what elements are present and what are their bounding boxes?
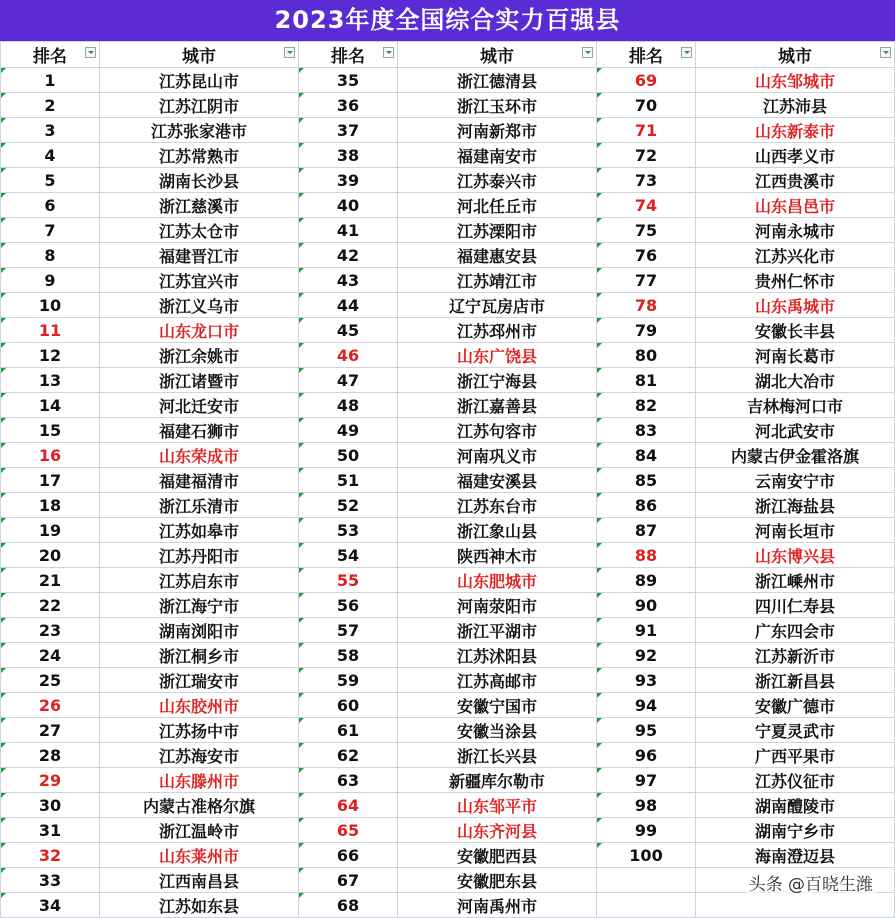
rank-cell[interactable]: 47 [299,368,398,393]
city-cell[interactable]: 云南安宁市 [696,468,895,493]
rank-cell[interactable]: 84 [597,443,696,468]
city-header [696,42,895,68]
city-cell[interactable]: 浙江慈溪市 [100,193,299,218]
rank-cell[interactable]: 14 [1,393,100,418]
rank-cell[interactable]: 20 [1,543,100,568]
city-cell[interactable]: 福建晋江市 [100,243,299,268]
rank-header-label: 排名 [33,47,67,67]
rank-cell[interactable]: 73 [597,168,696,193]
rank-cell[interactable]: 65 [299,818,398,843]
rank-cell[interactable]: 55 [299,568,398,593]
city-cell[interactable]: 新疆库尔勒市 [398,768,597,793]
city-cell[interactable]: 浙江新昌县 [696,668,895,693]
table-row [1,143,895,168]
rank-cell[interactable]: 30 [1,793,100,818]
city-cell[interactable]: 辽宁瓦房店市 [398,293,597,318]
city-cell[interactable]: 浙江桐乡市 [100,643,299,668]
rank-cell[interactable]: 87 [597,518,696,543]
city-cell[interactable]: 河南巩义市 [398,443,597,468]
city-cell[interactable]: 河南永城市 [696,218,895,243]
city-cell[interactable]: 河北任丘市 [398,193,597,218]
filter-dropdown-icon[interactable] [880,47,891,58]
rank-cell[interactable]: 41 [299,218,398,243]
city-cell[interactable]: 江苏昆山市 [100,68,299,93]
rank-cell[interactable]: 96 [597,743,696,768]
rank-cell[interactable]: 72 [597,143,696,168]
rank-cell[interactable]: 15 [1,418,100,443]
rank-cell[interactable]: 46 [299,343,398,368]
rank-cell[interactable]: 54 [299,543,398,568]
city-cell[interactable]: 江苏沭阳县 [398,643,597,668]
filter-dropdown-icon[interactable] [284,47,295,58]
rank-cell[interactable]: 64 [299,793,398,818]
city-cell[interactable]: 河南禹州市 [398,893,597,918]
rank-cell[interactable]: 85 [597,468,696,493]
rank-cell[interactable]: 29 [1,768,100,793]
rank-cell[interactable]: 10 [1,293,100,318]
rank-cell[interactable]: 70 [597,93,696,118]
rank-cell[interactable]: 48 [299,393,398,418]
city-cell[interactable]: 江苏新沂市 [696,643,895,668]
table-row [1,643,895,668]
rank-cell[interactable]: 31 [1,818,100,843]
city-cell[interactable]: 江苏句容市 [398,418,597,443]
city-cell[interactable]: 河南长葛市 [696,343,895,368]
filter-dropdown-icon[interactable] [85,47,96,58]
city-cell[interactable]: 江苏高邮市 [398,668,597,693]
city-cell[interactable]: 浙江瑞安市 [100,668,299,693]
rank-cell[interactable]: 34 [1,893,100,918]
rank-cell[interactable]: 17 [1,468,100,493]
city-cell[interactable]: 广东四会市 [696,618,895,643]
city-cell[interactable]: 海南澄迈县 [696,843,895,868]
city-cell[interactable]: 江苏沛县 [696,93,895,118]
rank-cell[interactable]: 76 [597,243,696,268]
city-cell[interactable]: 江苏宜兴市 [100,268,299,293]
city-cell[interactable]: 浙江温岭市 [100,818,299,843]
table-row [1,668,895,693]
city-cell[interactable]: 浙江嵊州市 [696,568,895,593]
city-cell[interactable]: 山东邹平市 [398,793,597,818]
city-cell[interactable]: 江苏张家港市 [100,118,299,143]
city-cell[interactable]: 浙江嘉善县 [398,393,597,418]
city-cell[interactable]: 浙江乐清市 [100,493,299,518]
city-cell[interactable]: 浙江德清县 [398,68,597,93]
rank-cell[interactable]: 81 [597,368,696,393]
rank-cell[interactable]: 78 [597,293,696,318]
rank-cell[interactable]: 88 [597,543,696,568]
city-cell[interactable]: 湖北大冶市 [696,368,895,393]
city-cell[interactable]: 江苏如东县 [100,893,299,918]
city-cell[interactable]: 江苏江阴市 [100,93,299,118]
table-row [1,343,895,368]
city-cell[interactable]: 山东新泰市 [696,118,895,143]
rank-cell[interactable]: 69 [597,68,696,93]
city-cell[interactable]: 浙江玉环市 [398,93,597,118]
rank-cell[interactable]: 45 [299,318,398,343]
city-cell[interactable]: 山东广饶县 [398,343,597,368]
rank-cell[interactable]: 99 [597,818,696,843]
rank-cell[interactable]: 32 [1,843,100,868]
rank-cell[interactable]: 33 [1,868,100,893]
city-cell[interactable]: 江苏兴化市 [696,243,895,268]
city-cell[interactable]: 江苏靖江市 [398,268,597,293]
rank-cell[interactable]: 21 [1,568,100,593]
city-cell[interactable]: 河北武安市 [696,418,895,443]
city-cell[interactable]: 福建南安市 [398,143,597,168]
rank-cell[interactable]: 6 [1,193,100,218]
city-header [100,42,299,68]
rank-cell[interactable]: 58 [299,643,398,668]
table-row [1,718,895,743]
city-cell[interactable]: 陕西神木市 [398,543,597,568]
rank-cell[interactable]: 61 [299,718,398,743]
city-cell[interactable]: 浙江宁海县 [398,368,597,393]
city-cell[interactable]: 浙江平湖市 [398,618,597,643]
rank-cell[interactable] [597,893,696,918]
city-cell[interactable]: 宁夏灵武市 [696,718,895,743]
rank-cell[interactable]: 62 [299,743,398,768]
rank-cell[interactable]: 97 [597,768,696,793]
city-cell[interactable]: 福建惠安县 [398,243,597,268]
city-cell[interactable]: 山东邹城市 [696,68,895,93]
city-cell[interactable]: 安徽当涂县 [398,718,597,743]
table-row [1,168,895,193]
table-row [1,443,895,468]
table-row [1,518,895,543]
city-header-label: 城市 [778,47,812,67]
city-cell[interactable]: 江西贵溪市 [696,168,895,193]
rank-cell[interactable]: 24 [1,643,100,668]
table-row [1,768,895,793]
city-cell[interactable]: 山东龙口市 [100,318,299,343]
rank-cell[interactable]: 50 [299,443,398,468]
rank-header-label: 排名 [629,47,663,67]
city-cell[interactable]: 安徽广德市 [696,693,895,718]
rank-header [1,42,100,68]
city-cell[interactable]: 浙江义乌市 [100,293,299,318]
rank-cell[interactable]: 75 [597,218,696,243]
table-row [1,393,895,418]
city-cell[interactable]: 浙江诸暨市 [100,368,299,393]
table-row [1,68,895,93]
city-cell[interactable]: 内蒙古准格尔旗 [100,793,299,818]
rank-cell[interactable]: 80 [597,343,696,368]
rank-cell[interactable]: 42 [299,243,398,268]
city-header-label: 城市 [182,47,216,67]
rank-cell[interactable]: 56 [299,593,398,618]
city-cell[interactable]: 安徽肥西县 [398,843,597,868]
city-cell[interactable]: 湖南醴陵市 [696,793,895,818]
city-cell[interactable]: 湖南长沙县 [100,168,299,193]
city-header [398,42,597,68]
rank-cell[interactable]: 77 [597,268,696,293]
city-cell[interactable]: 福建福清市 [100,468,299,493]
rank-cell[interactable]: 35 [299,68,398,93]
table-row [1,493,895,518]
city-cell[interactable]: 山东肥城市 [398,568,597,593]
table-row [1,93,895,118]
city-cell[interactable]: 山东齐河县 [398,818,597,843]
city-cell[interactable]: 福建石狮市 [100,418,299,443]
city-cell[interactable]: 山东昌邑市 [696,193,895,218]
rank-cell[interactable]: 44 [299,293,398,318]
rank-cell[interactable]: 71 [597,118,696,143]
rank-cell[interactable]: 3 [1,118,100,143]
table-row [1,218,895,243]
city-cell[interactable]: 浙江海盐县 [696,493,895,518]
city-cell[interactable]: 江苏溧阳市 [398,218,597,243]
rank-cell[interactable]: 89 [597,568,696,593]
rank-cell[interactable]: 98 [597,793,696,818]
table-row [1,743,895,768]
table-row [1,618,895,643]
city-cell[interactable]: 山东禹城市 [696,293,895,318]
rank-cell[interactable]: 79 [597,318,696,343]
rank-cell[interactable]: 4 [1,143,100,168]
rank-cell[interactable]: 8 [1,243,100,268]
rank-cell[interactable]: 63 [299,768,398,793]
city-cell[interactable]: 江苏太仓市 [100,218,299,243]
rank-cell[interactable]: 51 [299,468,398,493]
city-cell[interactable]: 江苏丹阳市 [100,543,299,568]
rank-cell[interactable]: 86 [597,493,696,518]
rank-cell[interactable]: 60 [299,693,398,718]
rank-cell[interactable]: 25 [1,668,100,693]
city-cell[interactable]: 浙江长兴县 [398,743,597,768]
rank-cell[interactable]: 59 [299,668,398,693]
rank-cell[interactable]: 26 [1,693,100,718]
rank-cell[interactable]: 100 [597,843,696,868]
table-row [1,418,895,443]
table-row [1,118,895,143]
city-cell[interactable]: 湖南宁乡市 [696,818,895,843]
city-cell[interactable]: 江苏如皋市 [100,518,299,543]
table-row [1,268,895,293]
rank-cell[interactable]: 28 [1,743,100,768]
page-title: 2023年度全国综合实力百强县 [0,0,895,41]
city-cell[interactable]: 山东荣成市 [100,443,299,468]
rank-cell[interactable]: 49 [299,418,398,443]
rank-cell[interactable]: 16 [1,443,100,468]
city-cell[interactable]: 江苏海安市 [100,743,299,768]
rank-cell[interactable]: 67 [299,868,398,893]
city-cell[interactable]: 山东博兴县 [696,543,895,568]
rank-cell[interactable]: 43 [299,268,398,293]
table-row [1,293,895,318]
rank-cell[interactable]: 68 [299,893,398,918]
table-row [1,543,895,568]
city-cell[interactable]: 浙江象山县 [398,518,597,543]
table-row [1,693,895,718]
city-cell[interactable]: 江西南昌县 [100,868,299,893]
rank-cell[interactable]: 2 [1,93,100,118]
city-cell[interactable]: 江苏东台市 [398,493,597,518]
rank-cell[interactable]: 52 [299,493,398,518]
rank-cell[interactable]: 9 [1,268,100,293]
city-cell[interactable]: 河南荥阳市 [398,593,597,618]
table-row [1,368,895,393]
table-row [1,318,895,343]
city-cell[interactable]: 江苏仪征市 [696,768,895,793]
city-cell[interactable]: 山东莱州市 [100,843,299,868]
city-cell[interactable]: 四川仁寿县 [696,593,895,618]
rank-cell[interactable] [597,868,696,893]
rank-cell[interactable]: 82 [597,393,696,418]
rank-cell[interactable]: 37 [299,118,398,143]
city-cell[interactable]: 吉林梅河口市 [696,393,895,418]
city-cell[interactable]: 河南新郑市 [398,118,597,143]
city-cell[interactable]: 江苏泰兴市 [398,168,597,193]
rank-cell[interactable]: 12 [1,343,100,368]
city-cell[interactable]: 江苏常熟市 [100,143,299,168]
table-row [1,793,895,818]
rank-cell[interactable]: 39 [299,168,398,193]
city-cell[interactable]: 河北迁安市 [100,393,299,418]
city-cell[interactable]: 山西孝义市 [696,143,895,168]
city-cell[interactable]: 安徽宁国市 [398,693,597,718]
city-cell[interactable]: 广西平果市 [696,743,895,768]
rank-cell[interactable]: 18 [1,493,100,518]
rank-cell[interactable]: 91 [597,618,696,643]
rank-cell[interactable]: 27 [1,718,100,743]
city-cell[interactable]: 河南长垣市 [696,518,895,543]
rank-cell[interactable]: 53 [299,518,398,543]
table-row [1,193,895,218]
table-row [1,468,895,493]
rank-cell[interactable]: 94 [597,693,696,718]
city-cell[interactable]: 浙江余姚市 [100,343,299,368]
rank-cell[interactable]: 23 [1,618,100,643]
table-row [1,818,895,843]
city-cell[interactable]: 山东胶州市 [100,693,299,718]
table-row [1,843,895,868]
rank-cell[interactable]: 66 [299,843,398,868]
rank-header [597,42,696,68]
table-row [1,243,895,268]
rank-cell[interactable]: 19 [1,518,100,543]
city-header-label: 城市 [480,47,514,67]
filter-dropdown-icon[interactable] [681,47,692,58]
rank-cell[interactable]: 11 [1,318,100,343]
filter-dropdown-icon[interactable] [383,47,394,58]
rank-cell[interactable]: 1 [1,68,100,93]
city-cell[interactable]: 浙江海宁市 [100,593,299,618]
rank-cell[interactable]: 93 [597,668,696,693]
rank-cell[interactable]: 83 [597,418,696,443]
city-cell[interactable]: 安徽肥东县 [398,868,597,893]
city-cell[interactable]: 山东滕州市 [100,768,299,793]
rank-cell[interactable]: 90 [597,593,696,618]
city-cell[interactable]: 安徽长丰县 [696,318,895,343]
rank-header-label: 排名 [331,47,365,67]
city-cell[interactable]: 江苏启东市 [100,568,299,593]
rank-cell[interactable]: 5 [1,168,100,193]
watermark-text: 头条 @百晓生潍 [745,868,877,897]
rank-cell[interactable]: 40 [299,193,398,218]
city-cell[interactable]: 江苏邳州市 [398,318,597,343]
rank-cell[interactable]: 38 [299,143,398,168]
city-cell[interactable]: 湖南浏阳市 [100,618,299,643]
rank-cell[interactable]: 22 [1,593,100,618]
city-cell[interactable]: 贵州仁怀市 [696,268,895,293]
table-row [1,593,895,618]
city-cell[interactable]: 内蒙古伊金霍洛旗 [696,443,895,468]
city-cell[interactable]: 福建安溪县 [398,468,597,493]
rank-cell[interactable]: 74 [597,193,696,218]
rank-cell[interactable]: 13 [1,368,100,393]
header-row [1,42,895,68]
rank-cell[interactable]: 92 [597,643,696,668]
filter-dropdown-icon[interactable] [582,47,593,58]
table-row [1,568,895,593]
rank-header [299,42,398,68]
rank-cell[interactable]: 7 [1,218,100,243]
rank-cell[interactable]: 95 [597,718,696,743]
city-cell[interactable]: 江苏扬中市 [100,718,299,743]
rank-cell[interactable]: 36 [299,93,398,118]
ranking-table [0,41,895,918]
rank-cell[interactable]: 57 [299,618,398,643]
